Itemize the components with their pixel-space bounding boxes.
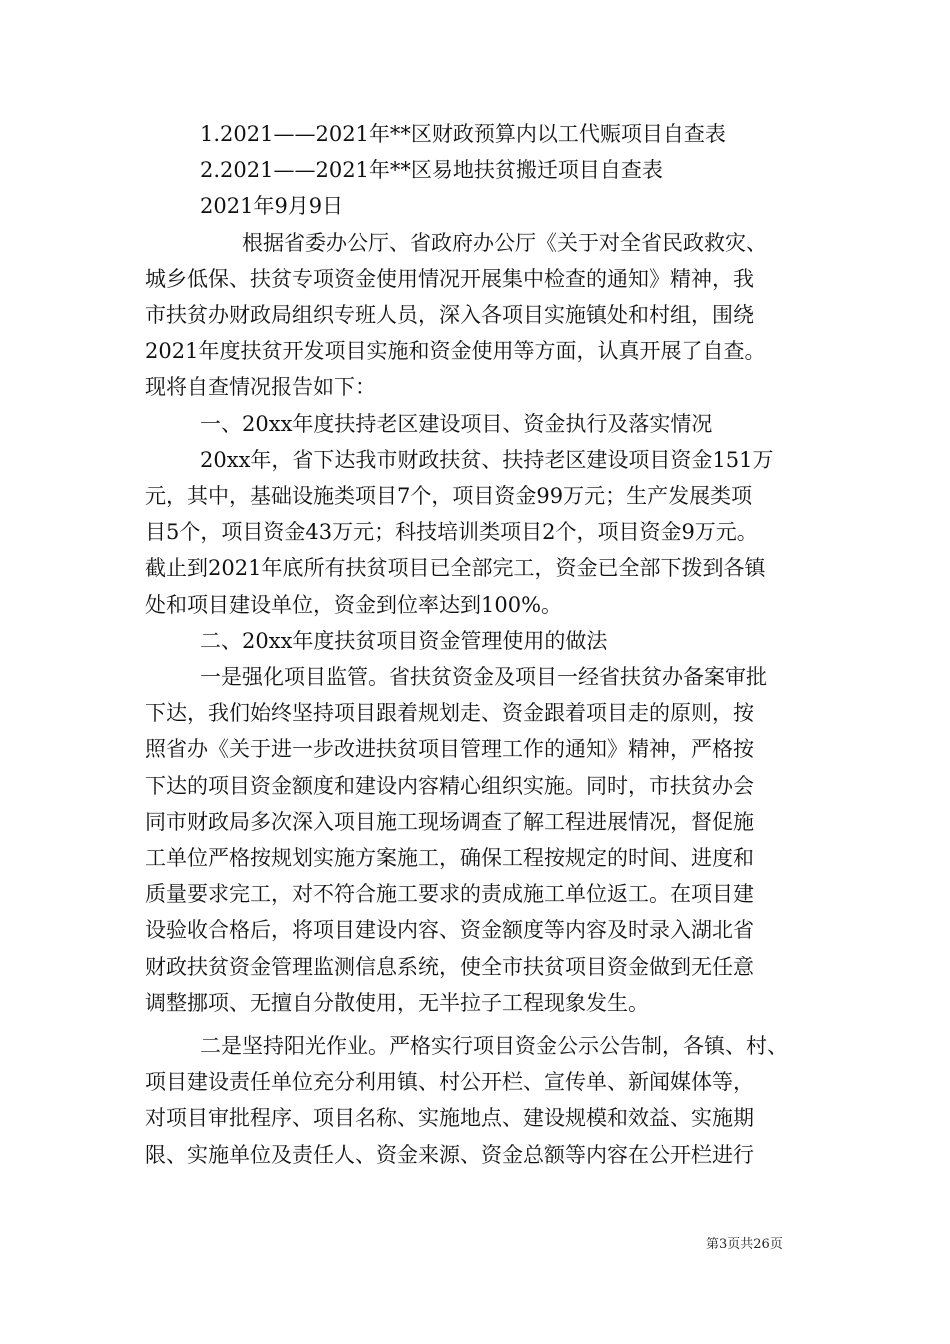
paragraph-line: 现将自查情况报告如下：: [145, 375, 376, 400]
paragraph-line: 一是强化项目监管。省扶贫资金及项目一经省扶贫办备案审批: [200, 665, 767, 690]
paragraph-line: 限、实施单位及责任人、资金来源、资金总额等内容在公开栏进行: [145, 1142, 754, 1167]
paragraph-line: 下达，我们始终坚持项目跟着规划走、资金跟着项目走的原则，按: [145, 701, 754, 726]
paragraph-line: 财政扶贫资金管理监测信息系统，使全市扶贫项目资金做到无任意: [145, 954, 754, 979]
paragraph-line: 二是坚持阳光作业。严格实行项目资金公示公告制，各镇、村、: [200, 1034, 788, 1059]
paragraph-line: 根据省委办公厅、省政府办公厅《关于对全省民政救灾、: [242, 230, 767, 255]
paragraph-line: 设验收合格后，将项目建设内容、资金额度等内容及时录入湖北省: [145, 918, 754, 943]
paragraph-line: 项目建设责任单位充分利用镇、村公开栏、宣传单、新闻媒体等，: [145, 1070, 754, 1095]
paragraph-line: 同市财政局多次深入项目施工现场调查了解工程进展情况，督促施: [145, 809, 754, 834]
paragraph-line: 元，其中，基础设施类项目7个，项目资金99万元；生产发展类项: [145, 484, 753, 509]
section-heading-2: 二、20xx年度扶贫项目资金管理使用的做法: [200, 628, 608, 653]
paragraph-line: 质量要求完工，对不符合施工要求的责成施工单位返工。在项目建: [145, 882, 754, 907]
paragraph-line: 照省办《关于进一步改进扶贫项目管理工作的通知》精神，严格按: [145, 737, 754, 762]
document-date: 2021年9月9日: [200, 194, 344, 219]
section-heading-1: 一、20xx年度扶持老区建设项目、资金执行及落实情况: [200, 411, 713, 436]
paragraph-line: 对项目审批程序、项目名称、实施地点、建设规模和效益、实施期: [145, 1106, 754, 1131]
attachment-item-1: 1.2021——2021年**区财政预算内以工代赈项目自查表: [200, 122, 726, 146]
paragraph-line: 调整挪项、无擅自分散使用，无半拉子工程现象发生。: [145, 990, 649, 1015]
paragraph-line: 市扶贫办财政局组织专班人员，深入各项目实施镇处和村组，围绕: [145, 303, 754, 328]
attachment-item-2: 2.2021——2021年**区易地扶贫搬迁项目自查表: [200, 158, 663, 183]
paragraph-line: 截止到2021年底所有扶贫项目已全部完工，资金已全部下拨到各镇: [145, 556, 766, 581]
paragraph-line: 目5个，项目资金43万元；科技培训类项目2个，项目资金9万元。: [145, 520, 758, 545]
paragraph-line: 20xx年，省下达我市财政扶贫、扶持老区建设项目资金151万: [200, 447, 774, 472]
paragraph-line: 处和项目建设单位，资金到位率达到100%。: [145, 592, 563, 617]
page-number: 第3页共26页: [706, 1237, 783, 1252]
paragraph-line: 2021年度扶贫开发项目实施和资金使用等方面，认真开展了自查。: [145, 339, 766, 364]
paragraph-line: 城乡低保、扶贫专项资金使用情况开展集中检查的通知》精神，我: [145, 266, 754, 291]
document-body: [145, 116, 805, 1173]
paragraph-spacer: [145, 1021, 805, 1028]
paragraph-line: 工单位严格按规划实施方案施工，确保工程按规定的时间、进度和: [145, 846, 754, 871]
paragraph-line: 下达的项目资金额度和建设内容精心组织实施。同时，市扶贫办会: [145, 773, 754, 798]
